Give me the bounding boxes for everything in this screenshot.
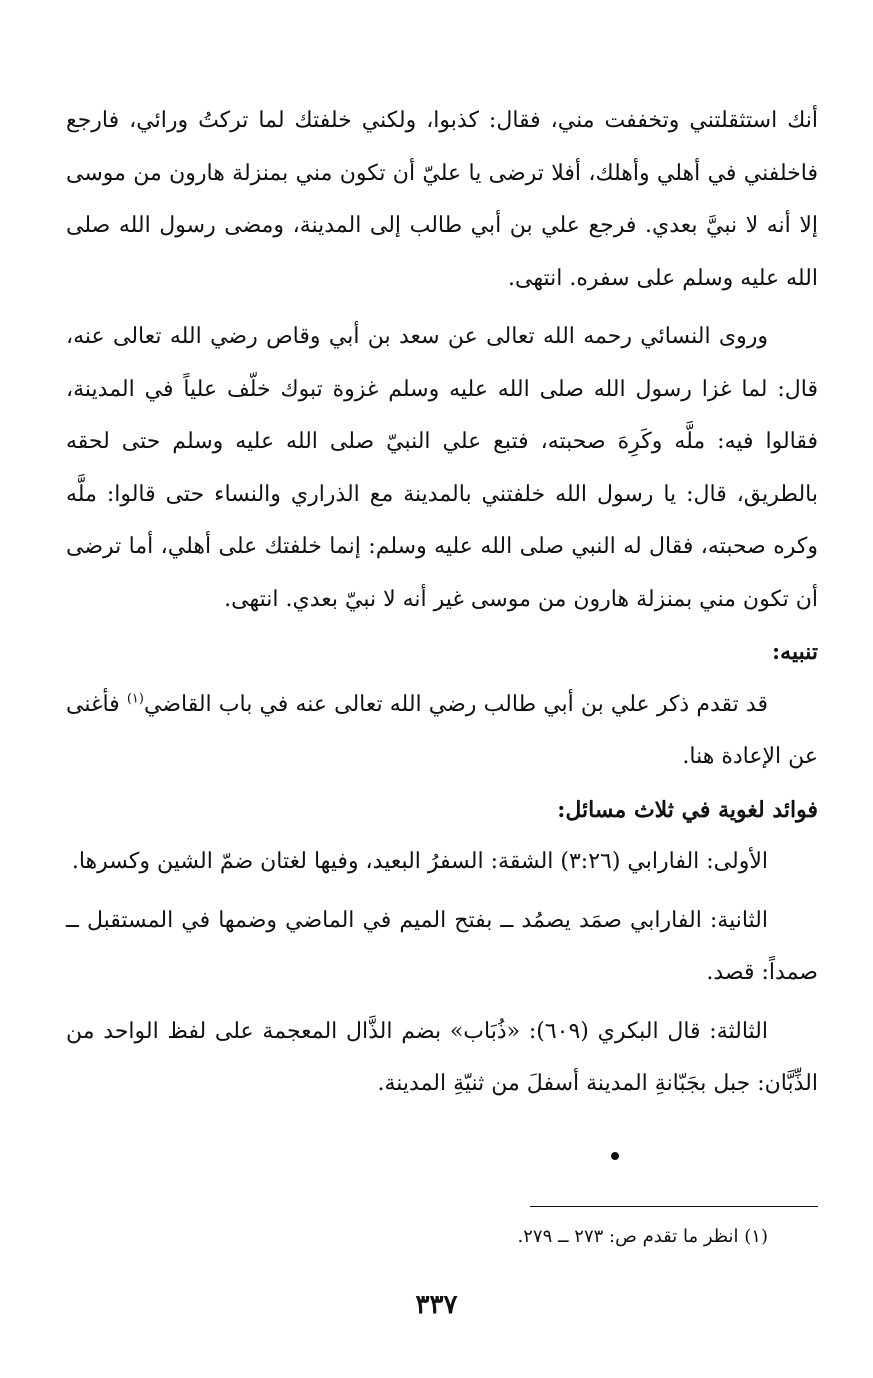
page-number: ٣٣٧ bbox=[415, 1290, 458, 1320]
paragraph-hadith-end: أنك استثقلتني وتخففت مني، فقال: كذبوا، ولكني خلفتك لما تركتُ ورائي، فارجع فاخلفني في أهلي وأهلك، أفلا ترضى يا عليّ أن تكون مني بمنزلة هارون من موسى إلا أنه لا نبيَّ بعدي. فرجع علي بن أبي طالب إلى المدينة، ومضى رسول الله صلى الله عليه وسلم على سفره. انتهى. bbox=[66, 108, 818, 291]
note-text-end: فأغنى عن الإعادة هنا. bbox=[66, 691, 818, 769]
footnote-divider bbox=[530, 1206, 818, 1207]
benefits-heading: فوائد لغوية في ثلاث مسائل: bbox=[557, 796, 818, 823]
page-body bbox=[66, 95, 818, 1111]
benefit-third: الثالثة: قال البكري (٦٠٩): «ذُبَاب» بضم الذَّال المعجمة على لفظ الواحد من الذِّبَّان: جبل بجَبّانةِ المدينة أسفلَ من ثنيّةِ المدينة. bbox=[66, 1018, 818, 1096]
section-end-dot bbox=[611, 1152, 619, 1160]
footnote: (١) انظر ما تقدم ص: ٢٧٣ ــ ٢٧٩. bbox=[517, 1226, 768, 1247]
benefit-first: الأولى: الفارابي (٣:٢٦) الشقة: السفرُ البعيد، وفيها لغتان ضمّ الشين وكسرها. bbox=[71, 849, 768, 874]
note-heading: تنبيه: bbox=[772, 639, 818, 665]
footnote-reference: (١) bbox=[126, 691, 144, 707]
benefit-second: الثانية: الفارابي صمَد يصمُد ــ بفتح الميم في الماضي وضمها في المستقبل ــ صمداً: قصد. bbox=[66, 907, 818, 985]
note-text: قد تقدم ذكر علي بن أبي طالب رضي الله تعالى عنه في باب القاضي bbox=[143, 691, 768, 717]
note-paragraph bbox=[66, 679, 818, 784]
paragraph-nasai-narration: وروى النسائي رحمه الله تعالى عن سعد بن أبي وقاص رضي الله تعالى عنه، قال: لما غزا رسول الله صلى الله عليه وسلم غزوة تبوك خلّف علياً في المدينة، فقالوا فيه: ملَّه وكَرِهَ صحبته، فتبع علي النبيّ صلى الله عليه وسلم حتى لحقه بالطريق، قال: يا رسول الله خلفتني بالمدينة مع الذراري والنساء حتى قالوا: ملَّه وكره صحبته، فقال له النبي صلى الله عليه وسلم: إنما خلفتك على أهلي، أما ترضى أن تكون مني بمنزلة هارون من موسى غير أنه لا نبيّ بعدي. انتهى. bbox=[66, 324, 818, 612]
